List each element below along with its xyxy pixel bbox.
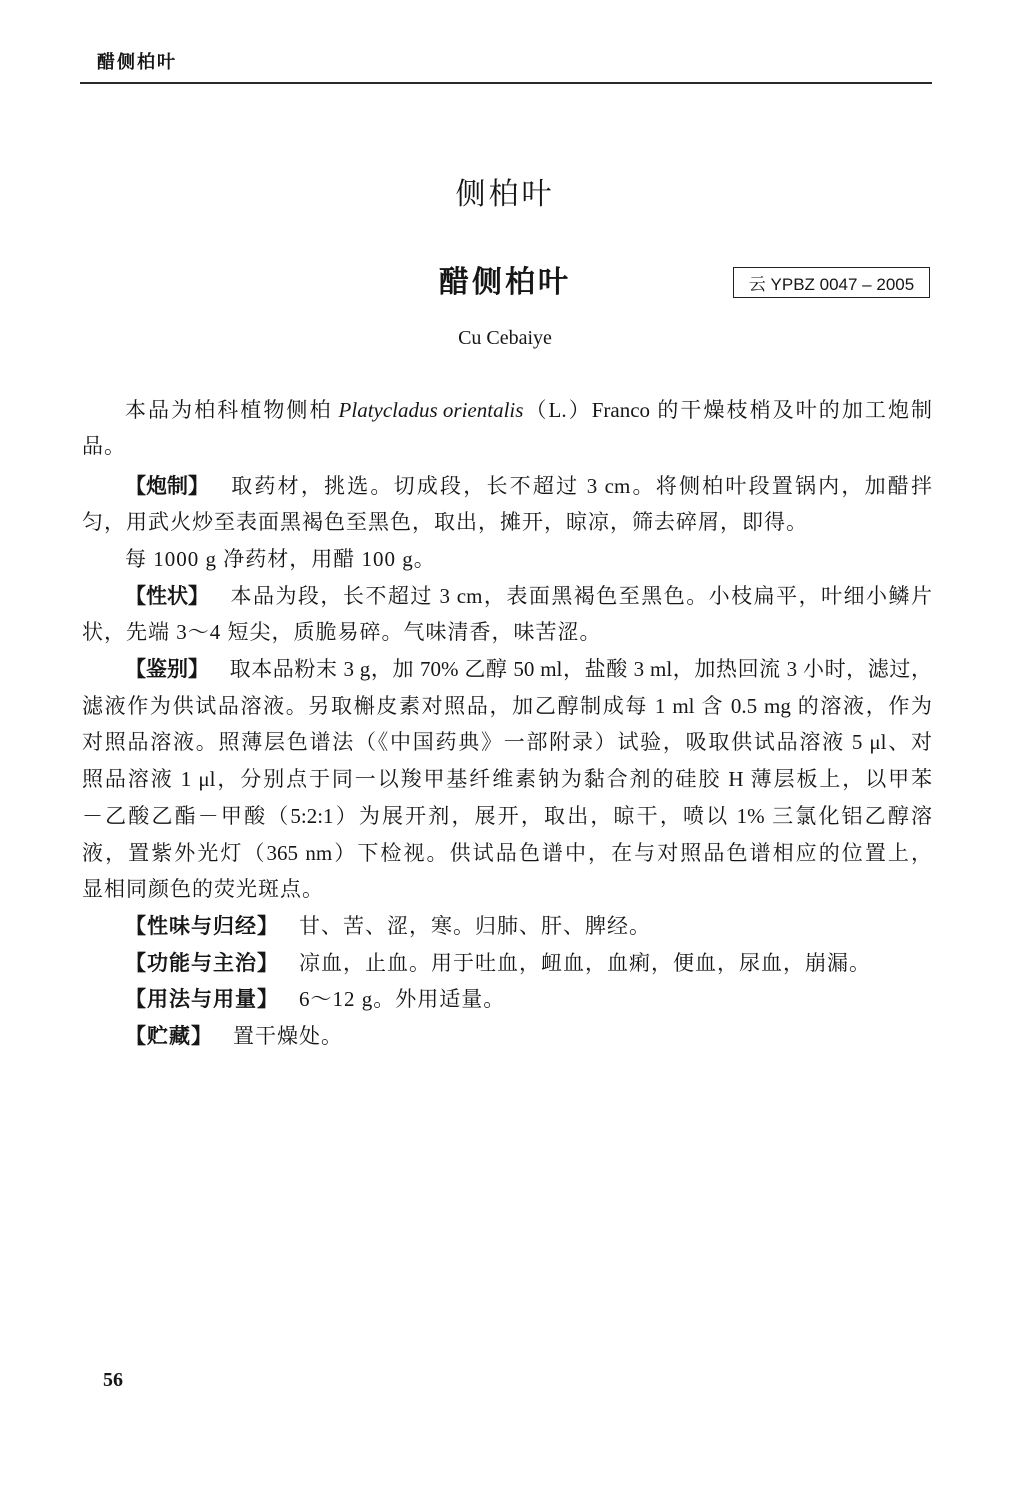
nature-meridian-line	[82, 908, 932, 945]
storage-line	[82, 1018, 932, 1055]
section-usage-dosage	[82, 981, 932, 1018]
section-text: 凉血，止血。用于吐血，衄血，血痢，便血，尿血，崩漏。	[299, 950, 871, 975]
section-identification	[82, 651, 932, 908]
section-text: 6～12 g。外用适量。	[299, 987, 506, 1012]
section-text: 取本品粉末 3 g，加 70% 乙醇 50 ml，盐酸 3 ml，加热回流 3 小时，滤过，	[229, 657, 932, 682]
usage-dosage-line	[82, 981, 932, 1018]
section-label: 【鉴别】	[125, 657, 209, 682]
identification-line-1	[82, 651, 932, 688]
section-function-indication	[82, 945, 932, 982]
section-nature-meridian	[82, 908, 932, 945]
section-label: 【炮制】	[125, 473, 209, 498]
section-label: 【贮藏】	[125, 1024, 213, 1049]
identification-line-5: －乙酸乙酯－甲酸（5:2:1）为展开剂，展开，取出，晾干，喷以 1% 三氯化铝乙醇溶	[82, 803, 932, 828]
processing-ratio: 每 1000 g 净药材，用醋 100 g。	[125, 546, 436, 571]
identification-line-7: 显相同颜色的荧光斑点。	[82, 877, 324, 902]
intro-line-1	[82, 392, 932, 429]
intro-paragraph	[82, 392, 932, 465]
monograph-title: 侧柏叶	[455, 178, 555, 211]
monograph-body	[82, 392, 932, 1055]
header-rule	[80, 82, 932, 84]
section-processing	[82, 468, 932, 578]
page-number: 56	[103, 1369, 123, 1391]
section-text: 置干燥处。	[233, 1024, 343, 1049]
section-label: 【性味与归经】	[125, 913, 279, 938]
section-text: 本品为段，长不超过 3 cm，表面黑褐色至黑色。小枝扁平，叶细小鳞片	[229, 583, 932, 608]
identification-line-4: 照品溶液 1 μl，分别点于同一以羧甲基纤维素钠为黏合剂的硅胶 H 薄层板上，以甲苯	[82, 767, 932, 792]
running-header: 醋侧柏叶	[97, 52, 177, 72]
section-text: 取药材，挑选。切成段，长不超过 3 cm。将侧柏叶段置锅内，加醋拌	[229, 473, 932, 498]
entry-name: 醋侧柏叶	[439, 266, 571, 299]
entry-pinyin: Cu Cebaiye	[458, 327, 552, 349]
standard-code: 云 YPBZ 0047 – 2005	[748, 275, 915, 294]
identification-line-2: 滤液作为供试品溶液。另取槲皮素对照品，加乙醇制成每 1 ml 含 0.5 mg 的溶液，作为	[82, 693, 932, 718]
function-indication-line	[82, 945, 932, 982]
section-label: 【性状】	[125, 583, 209, 608]
intro-line-2: 品。	[82, 434, 126, 459]
description-line-2: 状，先端 3～4 短尖，质脆易碎。气味清香，味苦涩。	[82, 620, 602, 645]
section-label: 【用法与用量】	[125, 987, 279, 1012]
processing-line-1	[82, 468, 932, 505]
section-storage	[82, 1018, 932, 1055]
identification-line-6: 液，置紫外光灯（365 nm）下检视。供试品色谱中，在与对照品色谱相应的位置上，	[82, 840, 932, 865]
identification-line-3: 对照品溶液。照薄层色谱法（《中国药典》一部附录）试验，吸取供试品溶液 5 μl、对	[82, 730, 932, 755]
section-label: 【功能与主治】	[125, 950, 279, 975]
processing-line-2: 匀，用武火炒至表面黑褐色至黑色，取出，摊开，晾凉，筛去碎屑，即得。	[82, 510, 808, 535]
standard-code-box	[733, 267, 930, 298]
section-text: 甘、苦、涩，寒。归肺、肝、脾经。	[299, 913, 651, 938]
intro-text-before: 本品为柏科植物侧柏	[125, 397, 333, 422]
intro-text-after: （L.）Franco 的干燥枝梢及叶的加工炮制	[523, 397, 933, 422]
latin-name: Platycladus orientalis	[338, 397, 524, 422]
description-line-1	[82, 578, 932, 615]
section-description	[82, 578, 932, 651]
